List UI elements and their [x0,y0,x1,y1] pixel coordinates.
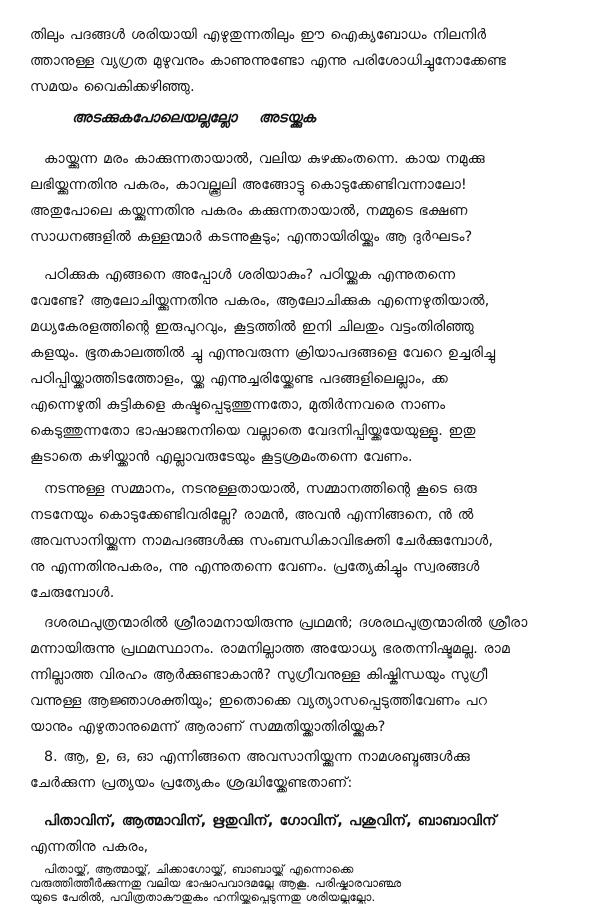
paragraph-rule-8 [30,744,578,796]
text-line: സമയം വൈകിക്കഴിഞ്ഞു. [30,79,195,95]
text-line: നടനേയും കൊടുക്കേണ്ടിവരില്ലേ? രാമൻ, അവൻ എന്നിങ്ങനെ, ൻ ൽ [30,507,474,523]
paragraph-dasharatha [30,610,578,740]
text-line: യുടെ പേരിൽ, പവിത്രതാകൗതുകം ഹനിയ്ക്കപ്പെടുന്നതു ശരിയല്ലല്ലോ. [30,890,376,904]
text-line: അവസാനിയ്ക്കുന്ന നാമപദങ്ങൾക്കു സംബന്ധികാവിഭക്തി ചേർക്കുമ്പോൾ, [30,533,494,549]
text-line: എന്നെഴുതി കുട്ടികളെ കഷ്ടപ്പെടുത്തുന്നതോ, മുതിർന്നവരെ നാണം [30,397,446,413]
text-line: യാനും എഴുതാനുമെന്ന് ആരാണ് സമ്മതിയ്ക്കാതിരിയ്ക്കുക? [30,719,386,735]
text-line: വേണ്ടേ? ആലോചിയ്ക്കുന്നതിനു പകരം, ആലോചിക്കുക എന്നെഴുതിയാൽ, [30,293,490,309]
paragraph-nadannulla [30,476,578,606]
text-line: നു എന്നതിനുപകരം, ന്നു എന്നുതന്നെ വേണം. പ്രത്യേകിച്ചും സ്വരങ്ങൾ [30,559,480,575]
heading-part: അടക്കുകപോലെയല്ലല്ലോ [72,110,237,126]
text-line: ലഭിയ്ക്കുന്നതിനു പകരം, കാവല്ക്കൂലി അങ്ങോട്ടു കൊടുക്കേണ്ടിവന്നാലോ! [30,177,467,193]
text-line: മധ്യകേരളത്തിന്റെ ഇരുപുറവും, കൂട്ടത്തിൽ ഇനി ചിലതും വട്ടംതിരിഞ്ഞു [30,319,475,335]
paragraph-intro [30,22,578,100]
text-line: തിലും പദങ്ങൾ ശരിയായി എഴുതുന്നതിലും ഈ ഐക്യബോധം നിലനിർ [30,27,487,43]
text-line: ത്താനുള്ള വ്യഗ്രത മുഴുവനും കാണുന്നുണ്ടോ എന്നു പരിശോധിച്ചുനോക്കേണ്ട [30,53,507,69]
section-heading [72,110,316,126]
heading-part: അടയ്ക്കുക [258,110,316,126]
text-line: മന്നായിരുന്നു പ്രഥമസ്ഥാനം. രാമനില്ലാത്ത അയോധ്യ ഭരതന്നിഷ്ടമല്ല. രാമ [30,641,510,657]
text-line: നടന്നുള്ള സമ്മാനം, നടനുള്ളതായാൽ, സമ്മാനത്തിന്റെ കൂടെ ഒരു [44,481,478,497]
text-line: പിതായ്ക്ക്, ആത്മായ്ക്ക്, ചിക്കാഗോയ്ക്ക്, ബാബായ്ക്ക് എന്നൊക്കെ [44,862,354,876]
text-line: പഠിക്കുക എങ്ങനെ അപ്പോൾ ശരിയാകും? പഠിയ്ക്കുക എന്നുതന്നെ [44,267,456,283]
text-line: ദശരഥപുത്രന്മാരിൽ ശ്രീരാമനായിരുന്നു പ്രഥമൻ; ദശരഥപുത്രന്മാരിൽ ശ്രീരാ [44,615,528,631]
text-line: ചേരുമ്പോൾ. [30,585,115,601]
text-line: വരുത്തിത്തീർക്കുന്നതു വലിയ ഭാഷാപവാദമല്ലേ ആകൂ. പരിഷ്കാരവാഞ്ഛ [30,876,402,890]
text-line: അതുപോലെ കയ്ക്കുന്നതിനു പകരം കക്കുന്നതായാൽ, നമ്മുടെ ഭക്ഷണ [30,203,468,219]
text-line: വന്നുള്ള ആജ്ഞാശക്തിയും; ഇതൊക്കെ വ്യത്യാസപ്പെടുത്തിവേണം പറ [30,693,488,709]
text-line: ന്നില്ലാത്ത വിരഹം ആർക്കുണ്ടാകാൻ? സുഗ്രീവനുള്ള കിഷ്കിന്ധയും സുഗ്രീ [30,667,488,683]
text-line: എന്നതിനു പകരം, [30,839,149,855]
text-line: കൂടാതെ കഴിയ്ക്കാൻ എല്ലാവരുടേയും കൂട്ടശ്രമംതന്നെ വേണം. [30,449,413,465]
paragraph-closing [30,862,578,904]
text-line: കെടുത്തുന്നതോ ഭാഷാജനനിയെ വല്ലാതെ വേദനിപ്പിയ്ക്കയേയുള്ളൂ. ഇതു [30,423,476,439]
text-line: കായ്ക്കുന്ന മരം കാക്കുന്നതായാൽ, വലിയ കുഴക്കംതന്നെ. കായ നമുക്കു [44,151,486,167]
text-line: സാധനങ്ങളിൽ കള്ളന്മാർ കടന്നുകൂടും; എന്തായിരിയ്ക്കും ആ ദുർഘടം? [30,229,473,245]
paragraph-examples-tail [30,834,578,860]
text-line: കളയും. ഭൂതകാലത്തിൽ ച്ചു എന്നുവരുന്ന ക്രിയാപദങ്ങളെ വേറെ ഉച്ചരിച്ചു [30,345,496,361]
text-line: പഠിപ്പിയ്ക്കാത്തിടത്തോളം, യ്ക്ക എന്നുച്ചരിയ്ക്കേണ്ട പദങ്ങളിലെല്ലാം, ക്ക [30,371,449,387]
text-line: പിതാവിന്, ആത്മാവിന്, ഋതുവിന്, ഗോവിന്, പശുവിന്, ബാബാവിന് [44,813,497,829]
paragraph-examples [30,808,578,834]
paragraph-kaykkunna [30,146,578,250]
text-line: ചേർക്കുന്ന പ്രത്യയം പ്രത്യേകം ശ്രദ്ധിയ്ക്കേണ്ടതാണ്: [30,775,353,791]
text-line: 8. ആ, ഉ, ഒ, ഓ എന്നിങ്ങനെ അവസാനിയ്ക്കുന്ന നാമശബ്ദങ്ങൾക്കു [44,749,471,765]
paragraph-padhikkuka [30,262,578,470]
